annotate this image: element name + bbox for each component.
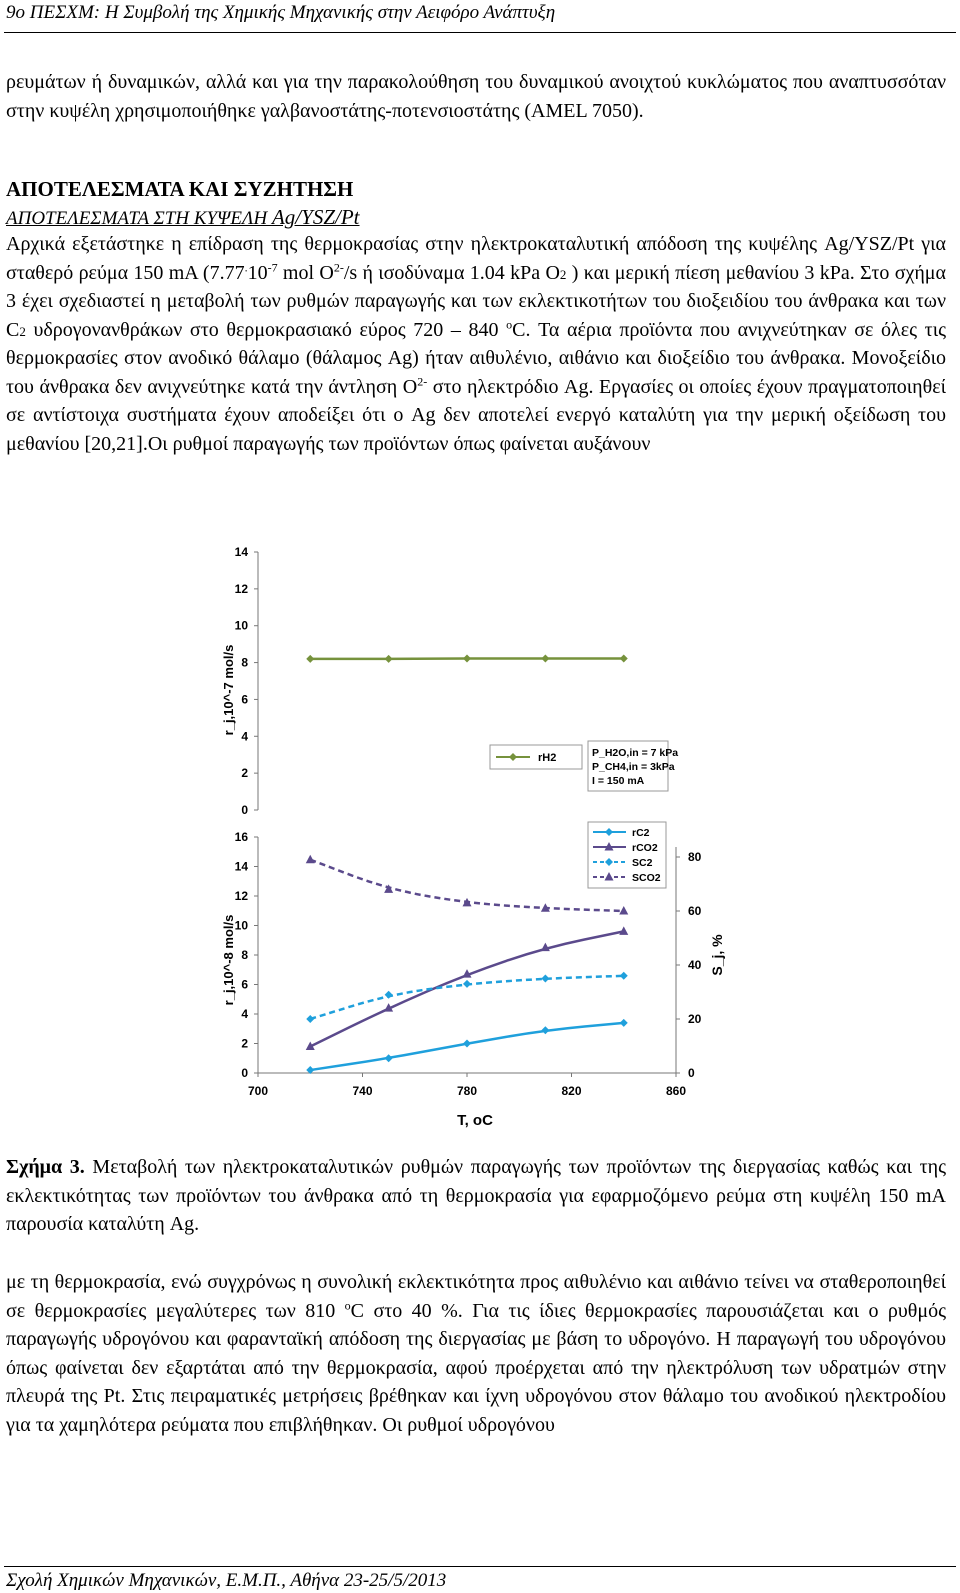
series-rco2-line (310, 931, 624, 1046)
point-rco2 (619, 926, 628, 935)
point-rh2 (541, 655, 549, 663)
bottom-y2-axis-label: S_j, % (709, 934, 725, 976)
paragraph-results: Αρχικά εξετάστηκε η επίδραση της θερμοκρασίας στην ηλεκτροκαταλυτική απόδοση της κυψέλης Ag/YSZ/Pt για σταθερό ρεύμα 150 mA ($7.77^.10^{-7}$ mol $O^{2-}/s$ ή ισοδύναμα 1.04 kPa O2 ) και μερική πίεση μεθανίου 3 kPa. Στο σχήμα 3 έχει σχεδιαστεί η μεταβολή των ρυθμών παραγωγής και των εκλεκτικοτήτων του διοξειδίου του άνθρακα και των C2 υδρογονανθράκων στο θερμοκρασιακό εύρος 720 – 840 $^o$C. Τα αέρια προϊόντα που ανιχνεύτηκαν σε όλες τις θερμοκρασίες στον ανοδικό θάλαμο (θάλαμος Ag) ήταν αιθυλένιο, αιθάνιο και διοξείδιο του άνθρακα. Μονοξείδιο του άνθρακα δεν ανιχνεύτηκε κατά την άντληση $O^{2-}$ στο ηλεκτρόδιο Ag. Εργασίες οι οποίες έχουν πραγματοποιηθεί σε αντίστοιχα συστήματα έχουν αποδείξει ότι ο Ag δεν αποτελεί ενεργό καταλύτη για την μερική οξείδωση του μεθανίου [20,21].Οι ρυθμοί παραγωγής των προϊόντων όπως φαίνεται αυξάνουν (6, 233, 947, 455)
bottom-y2-tick-label: 80 (688, 850, 702, 864)
point-sco2 (463, 898, 472, 907)
legend-label-rco2: rCO2 (632, 842, 658, 854)
figure-label: Σχήμα 3. (6, 1156, 85, 1178)
point-sc2 (463, 980, 471, 988)
point-rh2 (463, 655, 471, 663)
bottom-panel (221, 822, 725, 1129)
footer-rule (4, 1566, 956, 1567)
bottom-y-tick-label: 8 (241, 948, 248, 962)
point-sc2 (541, 975, 549, 983)
page-footer: Σχολή Χημικών Μηχανικών, Ε.Μ.Π., Αθήνα 23-25/5/2013 (6, 1570, 447, 1591)
point-rh2 (385, 655, 393, 663)
top-y-tick-label: 14 (234, 545, 248, 559)
bottom-y-tick-label: 16 (234, 830, 248, 844)
page-header: 9ο ΠΕΣΧΜ: Η Συμβολή της Χημικής Μηχανικής στην Αειφόρο Ανάπτυξη (6, 2, 556, 23)
top-y-axis-label: r_j,10^-7 mol/s (221, 644, 236, 736)
point-rc2 (541, 1026, 549, 1034)
bottom-x-tick-label: 820 (561, 1084, 582, 1098)
section-title: ΑΠΟΤΕΛΕΣΜΑΤΑ ΚΑΙ ΣΥΖΗΤΗΣΗ (6, 177, 354, 201)
bottom-y-tick-label: 6 (241, 977, 248, 992)
point-rh2 (620, 655, 628, 663)
figure-caption: Σχήμα 3. Μεταβολή των ηλεκτροκαταλυτικών ρυθμών παραγωγής των προϊόντων της διεργασίας καθώς και της εκλεκτικότητας των προϊόντων του άνθρακα από τη θερμοκρασία για εφαρμοζόμενο ρεύμα στη κυψέλη 150 mA παρουσία καταλύτη Ag. (6, 1156, 946, 1235)
point-sco2 (384, 884, 393, 893)
bottom-x-tick-label: 740 (352, 1084, 373, 1098)
header-rule (4, 32, 956, 33)
bottom-y-tick-label: 10 (234, 918, 248, 933)
bottom-x-tick-label: 700 (247, 1084, 269, 1098)
paragraph-discussion: με τη θερμοκρασία, ενώ συγχρόνως η συνολική εκλεκτικότητα προς αιθυλένιο και αιθάνιο τείνει να σταθεροποιηθεί σε θερμοκρασίες μεγαλύτερες των 810 $^o$C στο 40 %. Για τις ίδιες θερμοκρασίες παρουσιάζεται και ο ρυθμός παραγωγής υδρογόνου και φαρανταϊκή απόδοση της διεργασίας με βάση το υδρογόνο. Η παραγωγή του υδρογόνου όπως φαίνεται δεν εξαρτάται από την θερμοκρασία, αφού προέρχεται από την ηλεκτρόλυση των υδρατμών στην πλευρά της Pt. Στις πειραματικές μετρήσεις βρέθηκαν και ίχνη υδρογόνου στον θάλαμο του ανοδικού ηλεκτροδίου για τα χαμηλότερα ρεύματα που επιβλήθηκαν. Οι ρυθμοί υδρογόνου (6, 1271, 946, 1436)
top-y-tick-label: 6 (241, 692, 248, 707)
bottom-y-tick-label: 4 (241, 1007, 248, 1021)
top-y-tick-label: 12 (234, 581, 248, 596)
bottom-y-axis-label: r_j,10^-8 mol/s (221, 914, 236, 1006)
top-y-tick-label: 10 (234, 618, 248, 633)
conditions-line: I = 150 mA (592, 775, 645, 787)
bottom-y2-tick-label: 0 (688, 1066, 695, 1080)
subsection-title: ΑΠΟΤΕΛΕΣΜΑΤΑ ΣΤΗ ΚΥΨΕΛΗ Ag/YSZ/Pt (6, 205, 360, 229)
top-y-tick-label: 4 (241, 729, 248, 744)
bottom-x-tick-label: 780 (456, 1084, 478, 1098)
point-sco2 (619, 906, 628, 915)
legend-label-rc2: rC2 (632, 827, 650, 839)
bottom-y2-tick-label: 60 (688, 904, 702, 918)
top-y-tick-label: 0 (241, 803, 248, 817)
point-rc2 (385, 1054, 393, 1062)
point-sc2 (385, 991, 393, 999)
top-panel (221, 545, 678, 817)
top-y-tick-label: 8 (241, 655, 248, 670)
point-sc2 (620, 972, 628, 980)
bottom-y-tick-label: 14 (234, 859, 248, 874)
point-sc2 (306, 1015, 314, 1023)
legend-label-sc2: SC2 (632, 857, 653, 869)
bottom-y-tick-label: 12 (234, 889, 248, 903)
point-rc2 (620, 1019, 628, 1027)
bottom-y2-tick-label: 20 (688, 1012, 702, 1026)
point-rc2 (463, 1040, 471, 1048)
conditions-line: P_CH4,in = 3kPa (592, 761, 675, 773)
bottom-y-tick-label: 2 (241, 1036, 248, 1051)
bottom-x-tick-label: 860 (665, 1084, 687, 1098)
paragraph-methods-end: ρευμάτων ή δυναμικών, αλλά και για την παρακολούθηση του δυναμικού ανοιχτού κυκλώματος που αναπτυσσόταν στην κυψέλη χρησιμοποιήθηκε γαλβανοστάτης-ποτενσιοστάτης (AMEL 7050). (6, 71, 946, 122)
legend-rh2-label: rH2 (538, 752, 557, 764)
top-y-tick-label: 2 (241, 766, 248, 781)
point-sco2 (306, 855, 315, 864)
legend-label-sco2: SCO2 (632, 872, 661, 884)
bottom-y2-tick-label: 40 (688, 958, 702, 972)
bottom-y-tick-label: 0 (241, 1066, 248, 1080)
conditions-line: P_H2O,in = 7 kPa (592, 747, 679, 759)
figure-3-chart (200, 540, 725, 1140)
point-rh2 (306, 655, 314, 663)
x-axis-label: T, oC (457, 1112, 493, 1129)
